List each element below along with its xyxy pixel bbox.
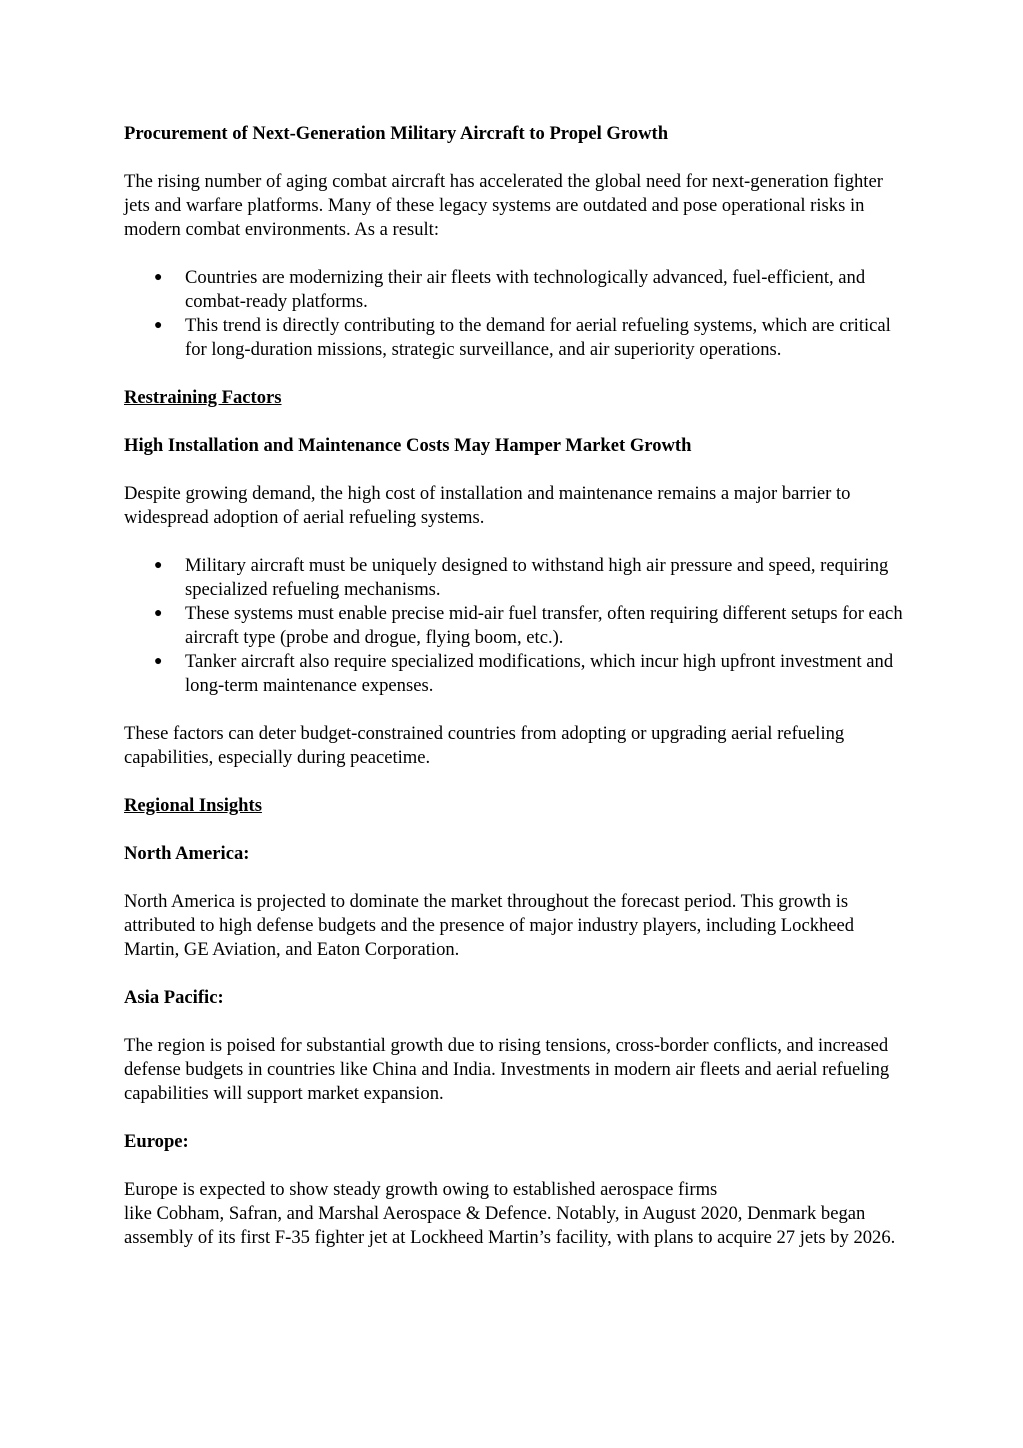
paragraph-north-america: North America is projected to dominate the market throughout the forecast period. This growth is attributed to high defense budgets and the presence of major industry players, including Lockheed Martin, GE Aviation, and Eaton Corporation. (124, 891, 855, 960)
subheading-costs: High Installation and Maintenance Costs May Hamper Market Growth (124, 435, 692, 456)
paragraph-europe-line1: Europe is expected to show steady growth owing to established aerospace firms (124, 1179, 718, 1200)
document-page (124, 122, 904, 1250)
section-heading-procurement: Procurement of Next-Generation Military Aircraft to Propel Growth (124, 123, 669, 144)
list-item: ● This trend is directly contributing to the demand for aerial refueling systems, which are critical for long-duration missions, strategic surveillance, and air superiority operations. (154, 315, 891, 360)
subheading-asia-pacific: Asia Pacific: (124, 987, 224, 1008)
list-item: ● Military aircraft must be uniquely designed to withstand high air pressure and speed, requiring specialized refueling mechanisms. (154, 555, 889, 600)
subheading-europe: Europe: (124, 1131, 189, 1152)
bullet-list-costs (124, 554, 904, 698)
bullet-icon: ● (154, 654, 163, 669)
paragraph-europe (124, 1178, 904, 1250)
bullet-icon: ● (154, 558, 163, 573)
paragraph-costs-closing: These factors can deter budget-constrained countries from adopting or upgrading aerial refueling capabilities, especially during peacetime. (124, 723, 845, 768)
list-item: ● These systems must enable precise mid-air fuel transfer, often requiring different setups for each aircraft type (probe and drogue, flying boom, etc.). (154, 603, 903, 648)
section-heading-regional-insights: Regional Insights (124, 795, 262, 816)
section-heading-restraining-factors: Restraining Factors (124, 387, 282, 408)
subheading-north-america: North America: (124, 843, 250, 864)
paragraph-asia-pacific: The region is poised for substantial growth due to rising tensions, cross-border conflicts, and increased defense budgets in countries like China and India. Investments in modern air fleets and aerial refueling capabilities will support market expansion. (124, 1035, 890, 1104)
list-item: ● Tanker aircraft also require specialized modifications, which incur high upfront investment and long-term maintenance expenses. (154, 651, 894, 696)
paragraph-procurement: The rising number of aging combat aircraft has accelerated the global need for next-generation fighter jets and warfare platforms. Many of these legacy systems are outdated and pose operational risks in modern combat environments. As a result: (124, 171, 883, 240)
bullet-icon: ● (154, 606, 163, 621)
paragraph-costs: Despite growing demand, the high cost of installation and maintenance remains a major barrier to widespread adoption of aerial refueling systems. (124, 483, 851, 528)
bullet-icon: ● (154, 318, 163, 333)
list-item: ● Countries are modernizing their air fleets with technologically advanced, fuel-efficient, and combat-ready platforms. (154, 267, 866, 312)
bullet-list-procurement (124, 266, 904, 362)
paragraph-europe-rest: like Cobham, Safran, and Marshal Aerospace & Defence. Notably, in August 2020, Denmark began assembly of its first F-35 fighter jet at Lockheed Martin’s facility, with plans to acquire 27 jets by 2026. (124, 1203, 896, 1248)
bullet-icon: ● (154, 270, 163, 285)
